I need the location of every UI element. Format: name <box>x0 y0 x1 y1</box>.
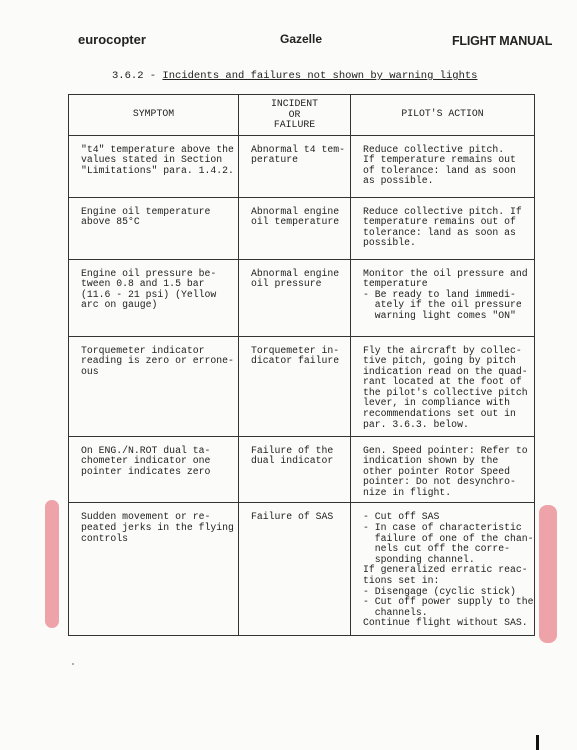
incident-cell: Failure of the dual indicator <box>239 436 351 503</box>
action-cell: Gen. Speed pointer: Refer to indication shown by the other pointer Rotor Speed pointer: Do not desynchro- nize in flight. <box>351 436 535 503</box>
symptom-cell: Torquemeter indicator reading is zero or errone- ous <box>69 336 239 436</box>
symptom-cell: Engine oil temperature above 85°C <box>69 197 239 259</box>
section-number: 3.6.2 - <box>112 70 163 82</box>
symptom-cell: Sudden movement or re- peated jerks in the flying controls <box>69 503 239 636</box>
symptom-cell: On ENG./N.ROT dual ta- chometer indicator one pointer indicates zero <box>69 436 239 503</box>
action-cell: - Cut off SAS - In case of characteristic failure of one of the chan- nels cut off the corre- sponding channel. If generalized erratic reac- tions set in: - Disengage (cyclic stick) - Cut off power supply to the channels. Continue flight without SAS. <box>351 503 535 636</box>
action-cell: Monitor the oil pressure and temperature - Be ready to land immedi- ately if the oil pressure warning light comes "ON" <box>351 259 535 336</box>
symptom-cell: "t4" temperature above the values stated in Section "Limitations" para. 1.4.2. <box>69 135 239 197</box>
scan-speck <box>72 663 74 665</box>
symptom-cell: Engine oil pressure be- tween 0.8 and 1.5 bar (11.6 - 21 psi) (Yellow arc on gauge) <box>69 259 239 336</box>
table-row <box>69 135 535 197</box>
table-row <box>69 336 535 436</box>
manual-title: FLIGHT MANUAL <box>452 34 553 48</box>
table-row <box>69 259 535 336</box>
header-symptom: SYMPTOM <box>69 95 239 136</box>
table-header-row <box>69 95 535 136</box>
page-edge-mark <box>536 735 539 750</box>
incident-cell: Abnormal engine oil temperature <box>239 197 351 259</box>
header-incident: INCIDENT OR FAILURE <box>239 95 351 136</box>
table-row <box>69 436 535 503</box>
table-row <box>69 503 535 636</box>
incidents-table <box>68 94 535 636</box>
page-header <box>0 30 577 50</box>
header-pilot-action: PILOT'S ACTION <box>351 95 535 136</box>
section-heading <box>112 70 477 82</box>
incident-cell: Failure of SAS <box>239 503 351 636</box>
action-cell: Fly the aircraft by collec- tive pitch, going by pitch indication read on the quad- rant located at the foot of the pilot's collective pitch lever, in compliance with recommendations set out in par. 3.6.3. below. <box>351 336 535 436</box>
section-title: Incidents and failures not shown by warning lights <box>162 70 478 82</box>
incident-cell: Abnormal t4 tem- perature <box>239 135 351 197</box>
action-cell: Reduce collective pitch. If temperature remains out of tolerance: land as soon as possible. <box>351 197 535 259</box>
highlight-mark-left <box>45 500 59 628</box>
table-row <box>69 197 535 259</box>
brand-name: eurocopter <box>78 32 146 47</box>
model-name: Gazelle <box>280 32 323 46</box>
action-cell: Reduce collective pitch. If temperature remains out of tolerance: land as soon as possible. <box>351 135 535 197</box>
incident-cell: Abnormal engine oil pressure <box>239 259 351 336</box>
incident-cell: Torquemeter in- dicator failure <box>239 336 351 436</box>
highlight-mark-right <box>539 505 557 643</box>
